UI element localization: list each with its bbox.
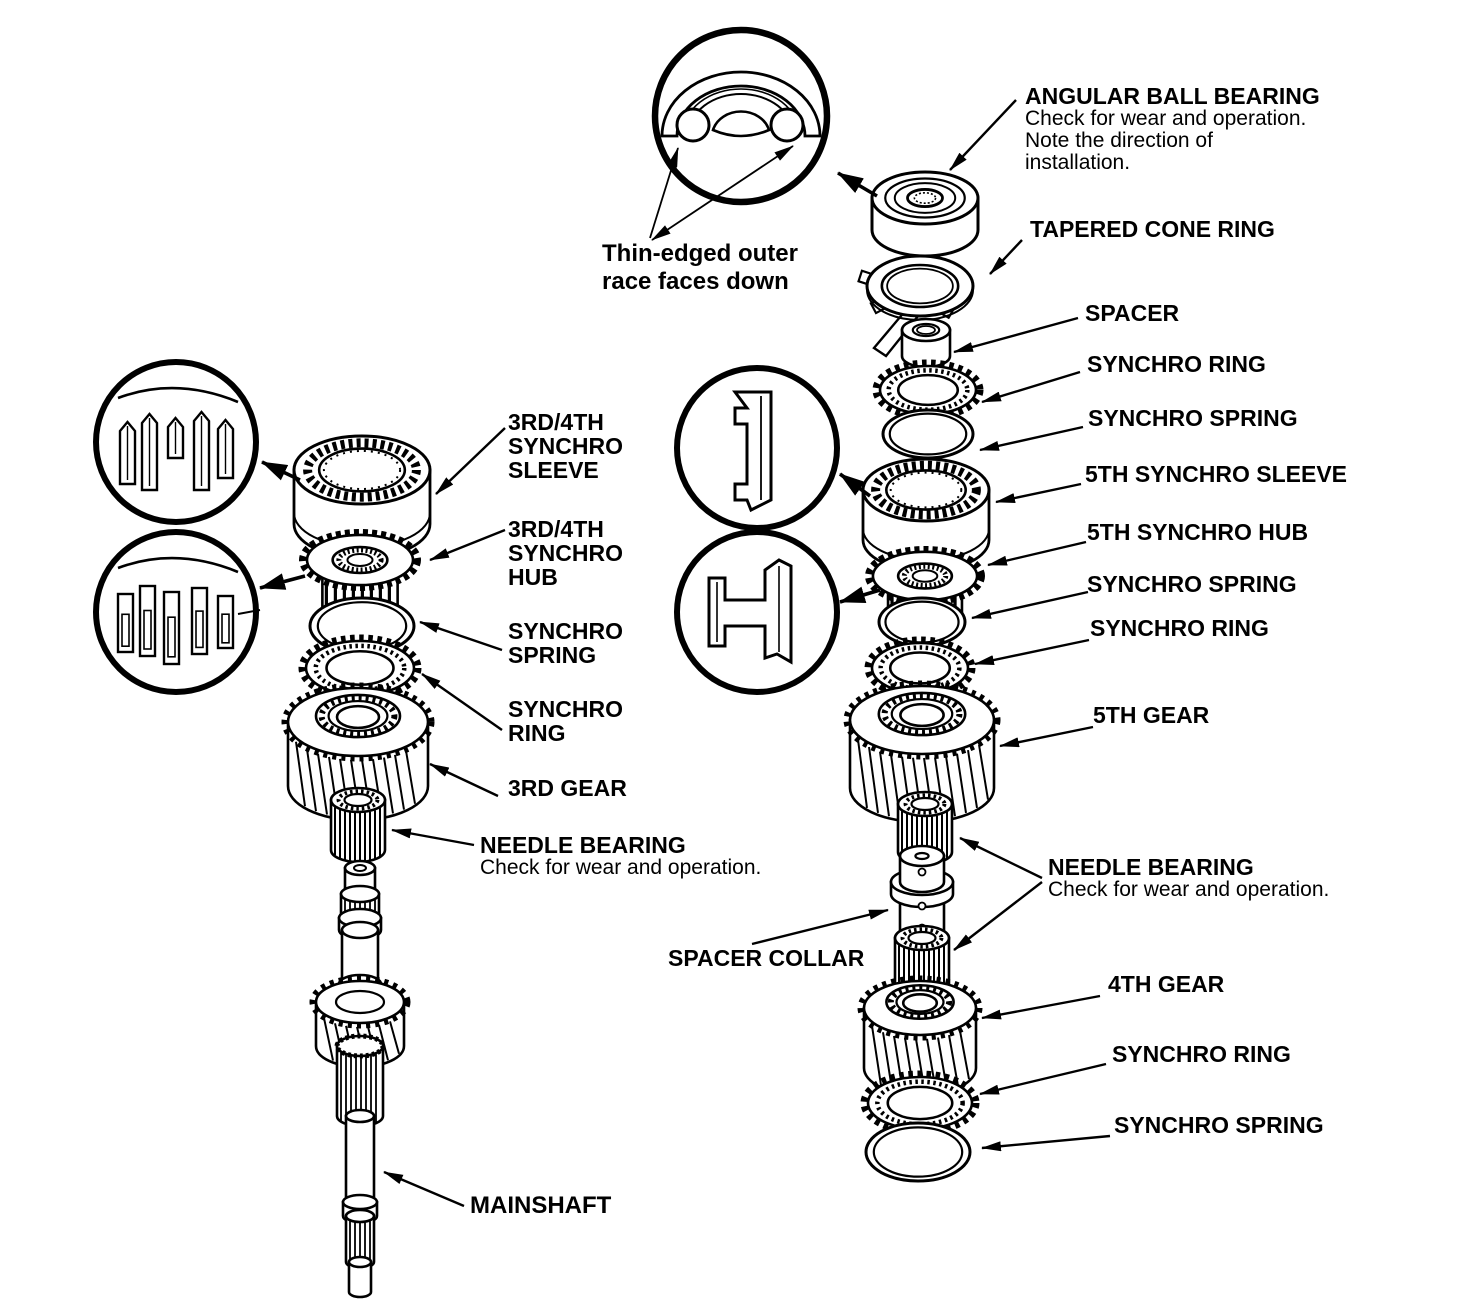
label-synchro-spring-upper — [1088, 406, 1298, 430]
label-line: HUB — [508, 564, 558, 590]
label-line: 3RD/4TH — [508, 409, 604, 435]
inset-bearing-cross-section — [655, 30, 827, 202]
label-needle-bearing-right — [1048, 855, 1329, 901]
label-5th-gear — [1093, 703, 1209, 727]
label-synchro-ring-lower — [1112, 1042, 1291, 1066]
label-5th-synchro-hub — [1087, 520, 1308, 544]
needle-bearing-left-part — [331, 788, 385, 862]
label-title: SPACER — [1085, 300, 1180, 326]
label-tapered-cone-ring — [1030, 217, 1275, 241]
label-angular-ball-bearing — [1025, 84, 1320, 174]
label-synchro-spring-left — [508, 619, 623, 667]
note-line: race faces down — [602, 268, 789, 295]
label-line: 3RD GEAR — [508, 775, 627, 801]
label-line: SPRING — [508, 642, 597, 668]
synchro-spring-upper-part — [883, 410, 973, 458]
label-line: SYNCHRO — [508, 696, 624, 722]
label-title: SYNCHRO SPRING — [1088, 405, 1298, 431]
label-mainshaft — [470, 1194, 611, 1218]
label-line: RING — [508, 720, 566, 746]
label-line: SYNCHRO — [508, 618, 624, 644]
label-title: MAINSHAFT — [470, 1192, 612, 1219]
label-3rd-gear — [508, 776, 627, 800]
label-3rd-4th-synchro-hub — [508, 517, 623, 589]
label-title: 4TH GEAR — [1108, 971, 1225, 997]
label-note-line: Check for wear and operation. — [1048, 878, 1330, 901]
label-4th-gear — [1108, 972, 1224, 996]
inset-hub-cross-section — [677, 532, 837, 692]
angular-ball-bearing-part — [872, 172, 978, 256]
inset-hub-teeth-detail — [96, 532, 260, 692]
synchro-ring-upper-part — [877, 364, 979, 416]
label-title: 5TH GEAR — [1093, 702, 1210, 728]
label-note-line: Check for wear and operation. — [1025, 107, 1307, 130]
inset-sleeve-cross-section — [677, 368, 837, 528]
label-3rd-4th-synchro-sleeve — [508, 410, 623, 482]
label-note-line: installation. — [1025, 151, 1131, 174]
note-thin-edged-outer-race — [602, 240, 798, 296]
label-synchro-ring-mid — [1090, 616, 1269, 640]
label-note-line: Note the direction of — [1025, 129, 1213, 152]
label-title: SYNCHRO RING — [1087, 351, 1266, 377]
label-title: NEEDLE BEARING — [480, 832, 686, 858]
label-needle-bearing-left — [480, 833, 761, 879]
label-line: SYNCHRO — [508, 433, 624, 459]
label-title: TAPERED CONE RING — [1030, 216, 1275, 242]
label-synchro-spring-lower — [1114, 1113, 1324, 1137]
label-spacer — [1085, 301, 1179, 325]
note-line: Thin-edged outer — [602, 240, 798, 267]
label-line: SLEEVE — [508, 457, 599, 483]
label-title: SYNCHRO RING — [1112, 1041, 1291, 1067]
mainshaft-part — [314, 861, 406, 1297]
label-title: 5TH SYNCHRO SLEEVE — [1085, 461, 1347, 487]
label-synchro-ring-upper — [1087, 352, 1266, 376]
label-spacer-collar — [668, 946, 864, 970]
label-title: SYNCHRO RING — [1090, 615, 1269, 641]
label-synchro-spring-mid — [1087, 572, 1297, 596]
inset-sleeve-teeth-detail — [96, 362, 256, 522]
label-title: NEEDLE BEARING — [1048, 854, 1254, 880]
label-note-line: Check for wear and operation. — [480, 856, 762, 879]
synchro-spring-lower-part — [866, 1123, 970, 1181]
label-title: ANGULAR BALL BEARING — [1025, 83, 1320, 109]
label-title: SYNCHRO SPRING — [1087, 571, 1297, 597]
label-title: 5TH SYNCHRO HUB — [1087, 519, 1309, 545]
label-synchro-ring-left — [508, 697, 623, 745]
label-line: 3RD/4TH — [508, 516, 604, 542]
label-line: SYNCHRO — [508, 540, 624, 566]
label-5th-synchro-sleeve — [1085, 462, 1347, 486]
label-title: SPACER COLLAR — [668, 945, 865, 971]
label-title: SYNCHRO SPRING — [1114, 1112, 1324, 1138]
